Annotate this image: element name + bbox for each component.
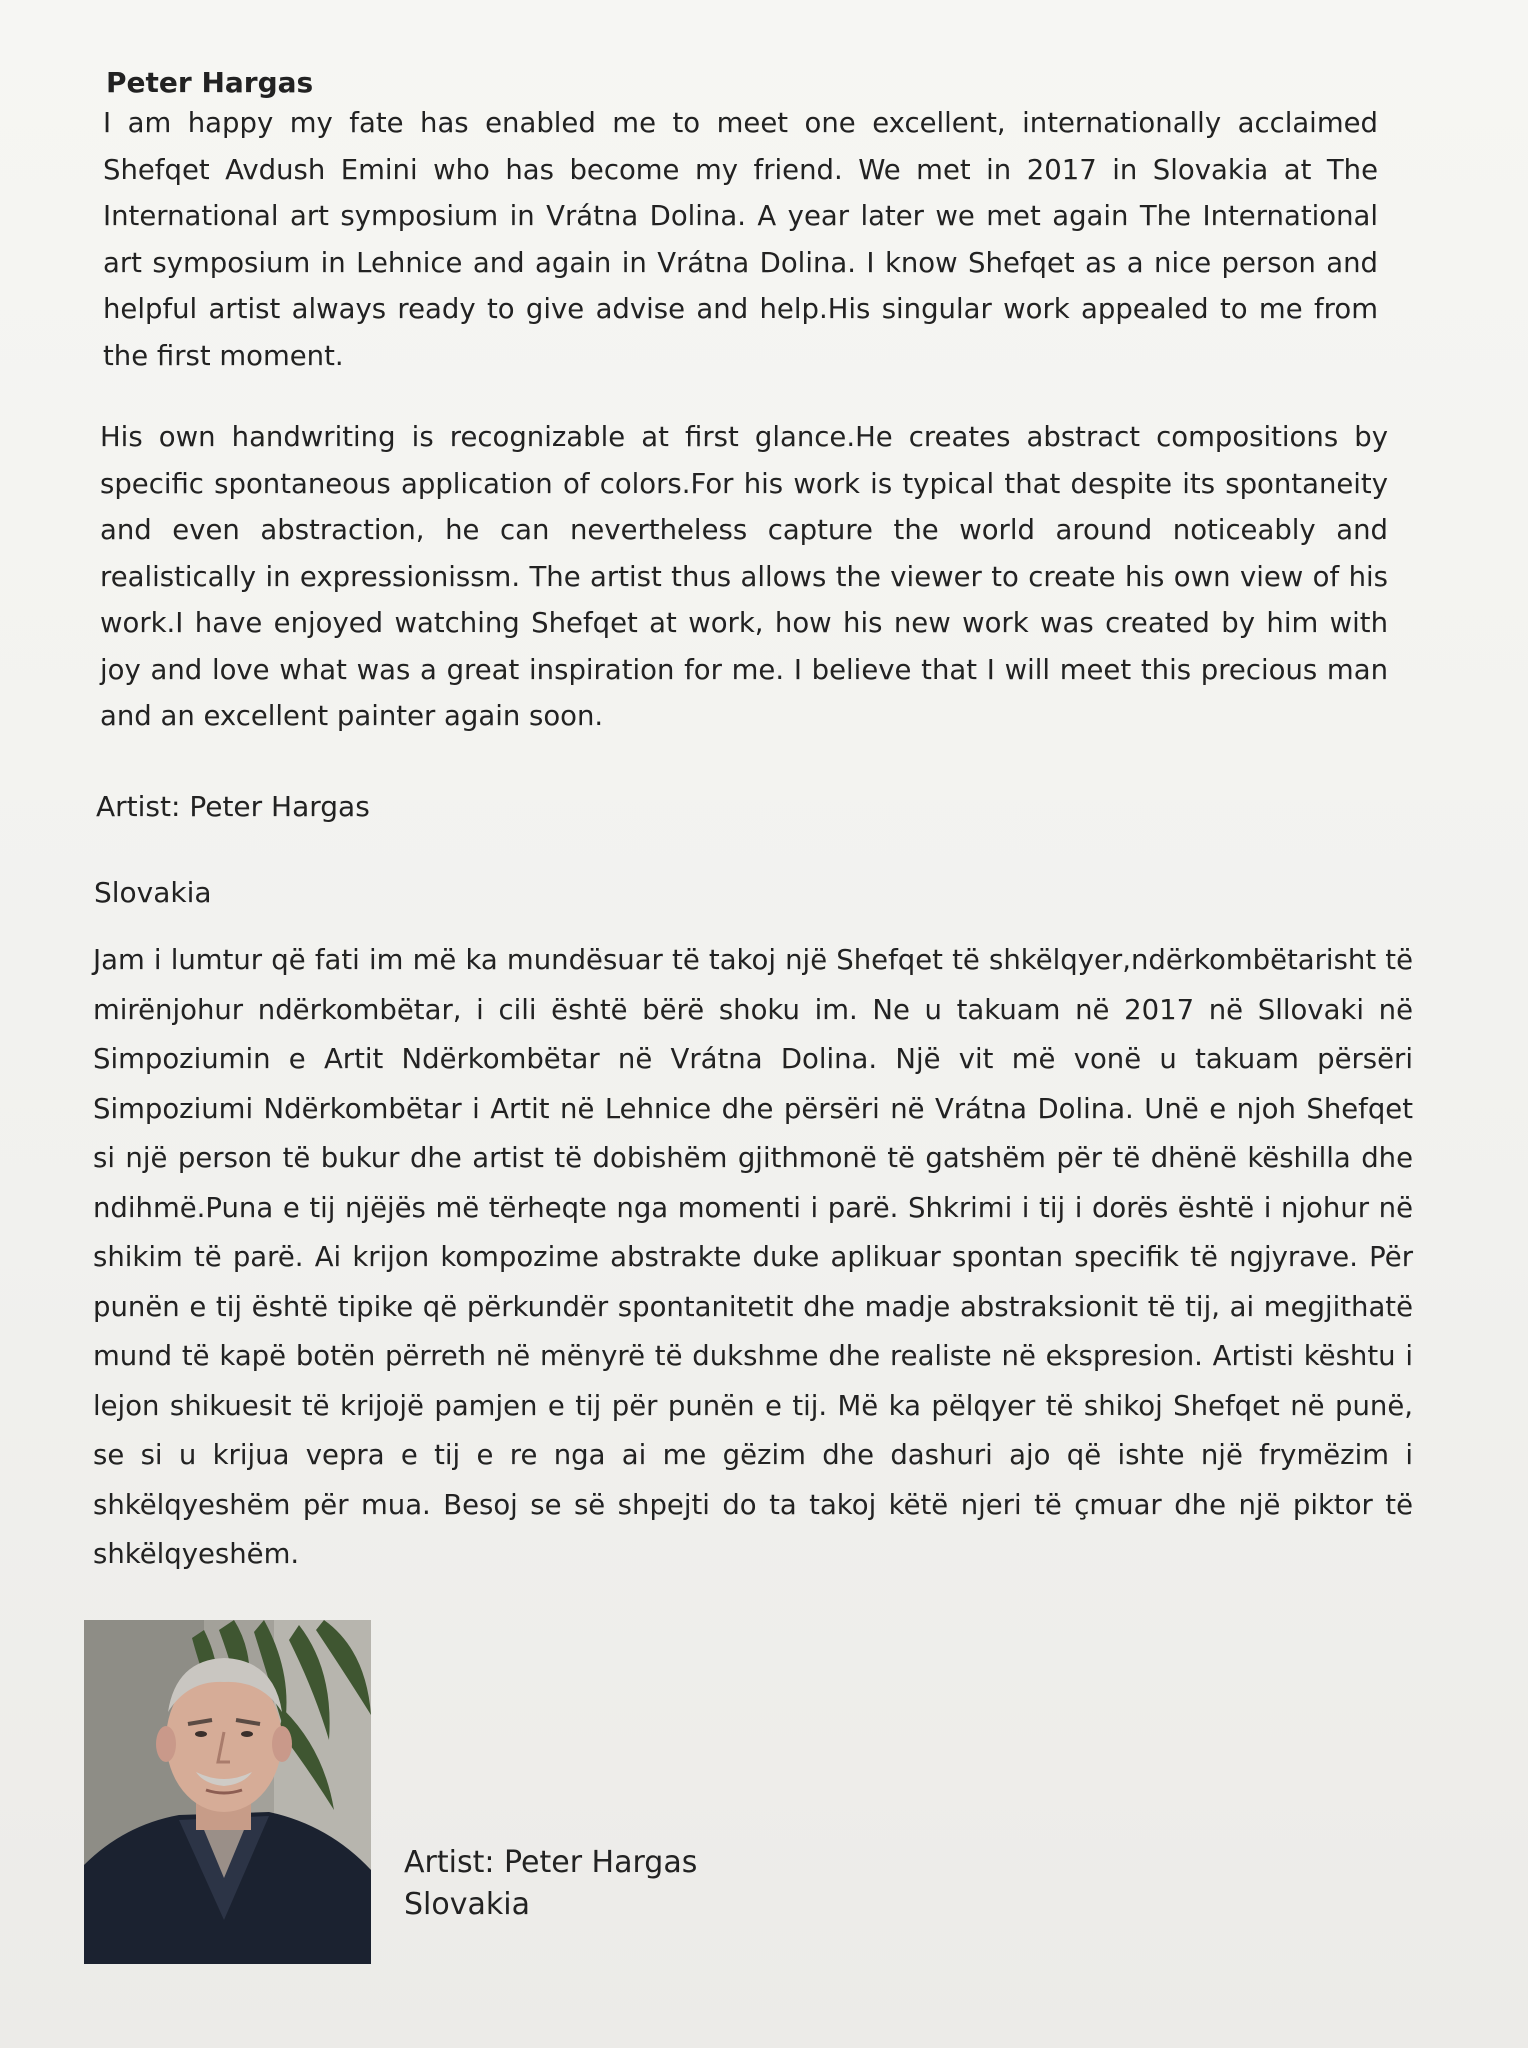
page-heading: Peter Hargas — [106, 66, 314, 99]
caption-country-line: Slovakia — [404, 1887, 530, 1922]
english-paragraph-2: His own handwriting is recognizable at first glance.He creates abstract compositions by specific spontaneous application of colors.For his work is typical that despite its spontaneity and even abstraction, he can nevertheless capture the world around noticeably and realistically in expressionissm. The artist thus allows the viewer to create his own view of his work.I have enjoyed watching Shefqet at work, how his new work was created by him with joy and love what was a great inspiration for me. I believe that I will meet this precious man and an excellent painter again soon. — [100, 421, 1388, 732]
portrait-illustration — [84, 1620, 371, 1964]
english-paragraph-1: I am happy my fate has enabled me to meet one excellent, internationally acclaimed Shefqet Avdush Emini who has become my friend. We met in 2017 in Slovakia at The International art symposium in Vrátna Dolina. A year later we met again The International art symposium in Lehnice and again in Vrátna Dolina. I know Shefqet as a nice person and helpful artist always ready to give advise and help.His singular work appealed to me from the first moment. — [103, 107, 1378, 372]
artist-country-line: Slovakia — [94, 876, 212, 909]
portrait-caption — [404, 1842, 697, 1926]
caption-artist-line: Artist: Peter Hargas — [404, 1845, 698, 1880]
artist-portrait-photo — [84, 1620, 371, 1964]
artist-signature-line: Artist: Peter Hargas — [96, 790, 370, 823]
albanian-paragraph: Jam i lumtur që fati im më ka mundësuar të takoj një Shefqet të shkëlqyer,ndërkombëtarisht të mirënjohur ndërkombëtar, i cili është bërë shoku im. Ne u takuam në 2017 në Sllovaki në Simpoziumin e Artit Ndërkombëtar në Vrátna Dolina. Një vit më vonë u takuam përsëri Simpoziumi Ndërkombëtar i Artit në Lehnice dhe përsëri në Vrátna Dolina. Unë e njoh Shefqet si një person të bukur dhe artist të dobishëm gjithmonë të gatshëm për të dhënë këshilla dhe ndihmë.Puna e tij njëjës më tërheqte nga momenti i parë. Shkrimi i tij i dorës është i njohur në shikim të parë. Ai krijon kompozime abstrakte duke aplikuar spontan specifik të ngjyrave. Për punën e tij është tipike që përkundër spontanitetit dhe madje abstraksionit të tij, ai megjithatë mund të kapë botën përreth në mënyrë të dukshme dhe realiste në ekspresion. Artisti kështu i lejon shikuesit të krijojë pamjen e tij për punën e tij. Më ka pëlqyer të shikoj Shefqet në punë, se si u krijua vepra e tij e re nga ai me gëzim dhe dashuri ajo që ishte një frymëzim i shkëlqyeshëm për mua. Besoj se së shpejti do ta takoj këtë njeri të çmuar dhe një piktor të shkëlqyeshëm. — [93, 944, 1413, 1570]
